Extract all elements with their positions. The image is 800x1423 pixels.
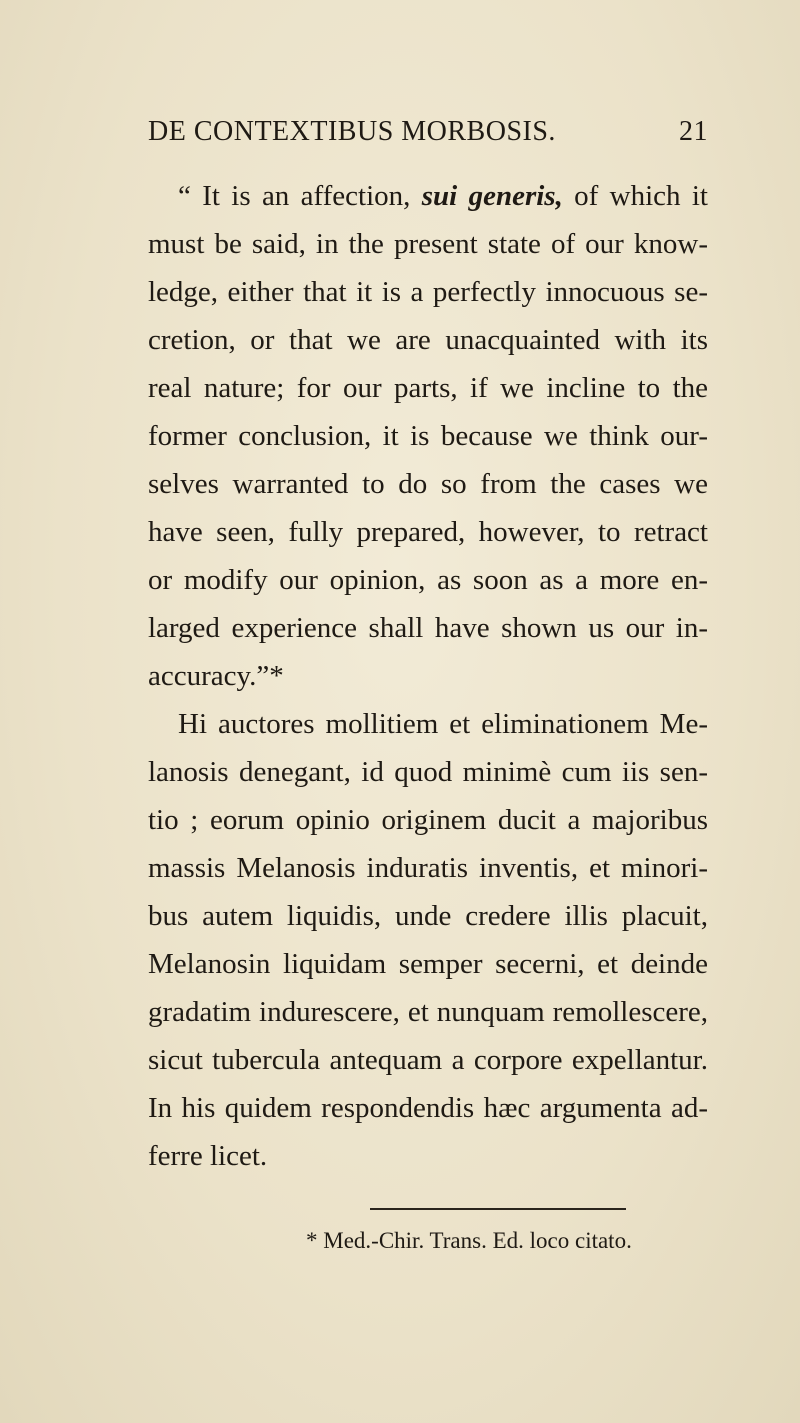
quote-line: accuracy.”* — [148, 660, 284, 692]
quote-line — [148, 172, 708, 220]
latin-line: Melanosin liquidam semper secerni, et deinde — [148, 948, 708, 980]
quote-line: have seen, fully prepared, however, to retract — [148, 516, 708, 548]
latin-line: tio ; eorum opinio originem ducit a majoribus — [148, 804, 708, 836]
latin-line: lanosis denegant, id quod minimè cum iis sen- — [148, 756, 708, 788]
latin-line: Hi auctores mollitiem et eliminationem Me- — [178, 708, 708, 740]
quote-line: or modify our opinion, as soon as a more en- — [148, 564, 708, 596]
quote-line: former conclusion, it is because we think our- — [148, 420, 708, 452]
latin-line: In his quidem respondendis hæc argumenta ad- — [148, 1092, 708, 1124]
body-text — [148, 172, 708, 1180]
quote-line: larged experience shall have shown us our in- — [148, 612, 708, 644]
footnote: * Med.-Chir. Trans. Ed. loco citato. — [306, 1228, 632, 1253]
latin-line: bus autem liquidis, unde credere illis placuit, — [148, 900, 708, 932]
latin-line: gradatim indurescere, et nunquam remollescere, — [148, 996, 708, 1028]
quote-line: cretion, or that we are unacquainted with its — [148, 324, 708, 356]
running-head — [148, 116, 708, 156]
quote-line: selves warranted to do so from the cases we — [148, 468, 708, 500]
quote-line: real nature; for our parts, if we incline to the — [148, 372, 708, 404]
page-number: 21 — [679, 116, 708, 147]
footnote-rule — [370, 1208, 626, 1210]
quote-opening: “ It is an affection, — [178, 180, 422, 212]
italic-phrase: sui generis, — [421, 180, 563, 212]
quote-continuation: of which it — [562, 180, 708, 212]
latin-line: massis Melanosis induratis inventis, et minori- — [148, 852, 708, 884]
latin-line: ferre licet. — [148, 1140, 268, 1172]
running-title: DE CONTEXTIBUS MORBOSIS. — [148, 116, 556, 147]
latin-line: sicut tubercula antequam a corpore expellantur. — [148, 1044, 708, 1076]
quote-line: ledge, either that it is a perfectly innocuous se- — [148, 276, 708, 308]
quote-line: must be said, in the present state of our know- — [148, 228, 708, 260]
